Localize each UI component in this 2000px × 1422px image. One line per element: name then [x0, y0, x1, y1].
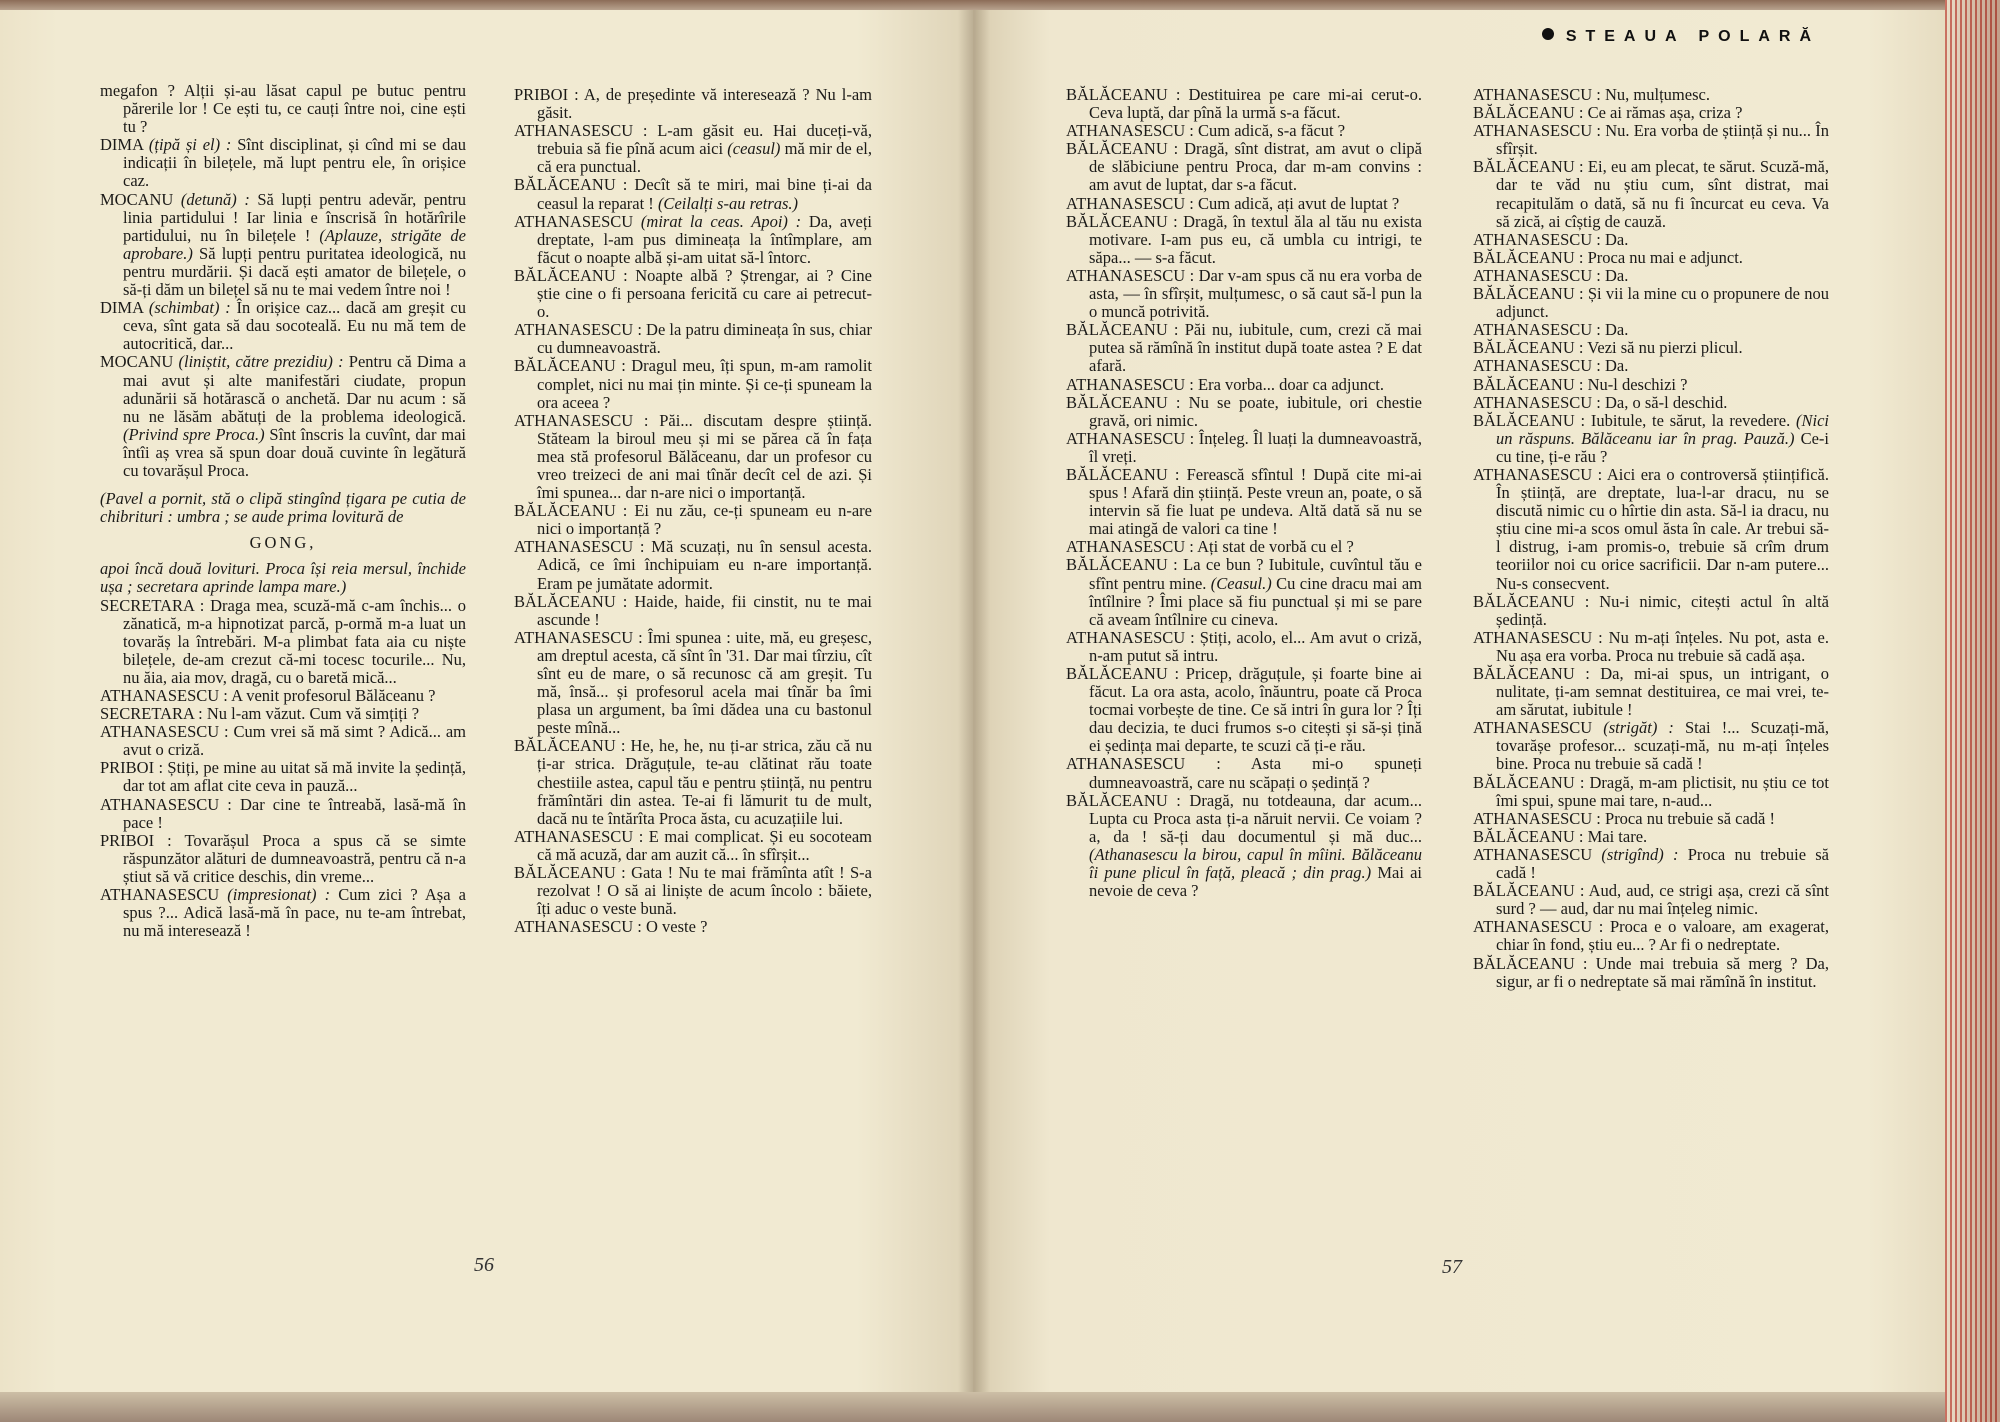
stage-direction: (Pavel a pornit, stă o clipă stingînd țigara pe cutia de chibrituri : umbra ; se aude prima lovitură de: [100, 489, 466, 527]
dialogue-line: BĂLĂCEANU : Și vii la mine cu o propunere de nou adjunct.: [1473, 284, 1829, 322]
book-bottom-edge: [0, 1392, 1945, 1422]
book-page-edges: [1945, 0, 2000, 1422]
dialogue-line: BĂLĂCEANU : He, he, he, nu ți-ar strica, zău că nu ți-ar strica. Drăguțule, te-au clătinat rău toate chestiile astea, capul tău e pentru știință, nu pentru frămîntări din astea. Te-ai fi lămurit tu de mult, dacă nu te întărîta Proca ăsta, cu acuzațiile lui.: [514, 736, 872, 828]
dialogue-line: BĂLĂCEANU : Dragă, sînt distrat, am avut o clipă de slăbiciune pentru Proca, dar m-am convins : am avut de luptat, dar s-a făcut.: [1066, 139, 1422, 195]
dialogue-line: BĂLĂCEANU : Unde mai trebuia să merg ? Da, sigur, ar fi o nedreptate să mai rămînă în institut.: [1473, 953, 1829, 991]
text-column-2: [514, 86, 872, 936]
dialogue-line: ATHANASESCU : Înțeleg. Îl luați la dumneavoastră, îl vreți.: [1066, 428, 1422, 466]
dialogue-line: BĂLĂCEANU : Nu-i nimic, citești actul în altă ședință.: [1473, 591, 1829, 629]
dialogue-line: BĂLĂCEANU : Nu se poate, iubitule, ori chestie gravă, ori nimic.: [1066, 392, 1422, 430]
stage-direction: apoi încă două lovituri. Proca își reia mersul, închide ușa ; secretara aprinde lampa mare.): [100, 559, 466, 597]
dialogue-line: ATHANASESCU (impresionat) : Cum zici ? Așa a spus ?... Adică lasă-mă în pace, nu te-am întrebat, nu mă interesează !: [100, 885, 466, 941]
dialogue-line: ATHANASESCU : Nu, mulțumesc.: [1473, 85, 1710, 104]
dialogue-line: MOCANU (liniștit, către prezidiu) : Pentru că Dima a mai avut și alte manifestări ciudate, propun adunării să hotărască o anchetă. Dar nu acum : să nu ne lăsăm abătuți de la problema ideologică. (Privind spre Proca.) Sînt înscris la cuvînt, dar mai întîi aș vrea să spun doar două cuvinte în legătură cu tovarășul Proca.: [100, 352, 466, 480]
dialogue-line: PRIBOI : Știți, pe mine au uitat să mă invite la ședință, dar tot am aflat cite ceva in pauză...: [100, 758, 466, 796]
dialogue-line: BĂLĂCEANU : Decît să te miri, mai bine ți-ai da ceasul la reparat ! (Ceilalți s-au retras.): [514, 175, 872, 213]
dialogue-line: BĂLĂCEANU : Dragă, în textul ăla al tău nu exista motivare. I-am pus eu, că umbla cu intrigi, te săpa... — s-a făcut.: [1066, 211, 1422, 267]
dialogue-line: BĂLĂCEANU : Haide, haide, fii cinstit, nu te mai ascunde !: [514, 591, 872, 629]
dialogue-line: BĂLĂCEANU : Destituirea pe care mi-ai cerut-o. Ceva luptă, dar pînă la urmă s-a făcut.: [1066, 85, 1422, 123]
dialogue-line: ATHANASESCU : Proca e o valoare, am exagerat, chiar în fond, știu eu... ? Ar fi o nedreptate.: [1473, 917, 1829, 955]
text-column-4: [1473, 86, 1829, 991]
dialogue-line: BĂLĂCEANU : Dragă, nu totdeauna, dar acum... Lupta cu Proca asta ți-a năruit nervii. Ce voiam ? a, da ! să-ți dau documentul și mă duc... (Athanasescu la birou, capul în mîini. Bălăceanu îi pune plicul în față, pleacă ; din prag.) Mai ai nevoie de ceva ?: [1066, 790, 1422, 901]
dialogue-line: ATHANASESCU : Da, o să-l deschid.: [1473, 392, 1728, 412]
dialogue-line: ATHANASESCU : E mai complicat. Și eu socoteam că mă acuză, dar am auzit că... în sfîrșit...: [514, 826, 872, 864]
dialogue-line: ATHANASESCU (mirat la ceas. Apoi) : Da, aveți dreptate, l-am pus dimineața la întîmplare, am făcut o noapte albă și-am uitat să-l întorc.: [514, 211, 872, 267]
dialogue-line: ATHANASESCU : Ați stat de vorbă cu el ?: [1066, 537, 1354, 557]
dialogue-line: BĂLĂCEANU : Aud, aud, ce strigi așa, crezi că sînt surd ? — aud, dar nu mai înțeleg nimic.: [1473, 881, 1829, 919]
dialogue-line: BĂLĂCEANU : Ce ai rămas așa, criza ?: [1473, 103, 1743, 123]
dialogue-line: SECRETARA : Draga mea, scuză-mă c-am închis... o zănatică, m-a hipnotizat parcă, p-ormă m-a luat un tovarăș la întrebări. M-a plimbat fata aia cu niște bilețele, de-am crezut că-mi tocesc tocurile... Nu, nu ăia, aia mov, dragă, cu o baretă mică...: [100, 595, 466, 687]
dialogue-line: ATHANASESCU : Da.: [1473, 320, 1629, 340]
dialogue-line: BĂLĂCEANU : Iubitule, te sărut, la revedere. (Nici un răspuns. Bălăceanu iar în prag. Pauză.) Ce-i cu tine, ți-e rău ?: [1473, 410, 1829, 466]
running-header-title: STEAUA POLARĂ: [1565, 28, 1820, 45]
dialogue-line: BĂLĂCEANU : Ei nu zău, ce-ți spuneam eu n-are nici o importanță ?: [514, 501, 872, 539]
text-column-3: [1066, 86, 1422, 900]
dialogue-line: ATHANASESCU : Da.: [1473, 265, 1629, 285]
dialogue-line: BĂLĂCEANU : Da, mi-ai spus, un intrigant, o nulitate, ți-am semnat destituirea, ce mai vrei, te-am sărutat, iubitule !: [1473, 664, 1829, 720]
dialogue-line: BĂLĂCEANU : Dragă, m-am plictisit, nu știu ce tot îmi spui, spune mai tare, n-aud...: [1473, 772, 1829, 810]
dialogue-line: PRIBOI : A, de președinte vă interesează ? Nu l-am găsit.: [514, 85, 872, 123]
dialogue-line: megafon ? Alții și-au lăsat capul pe butuc pentru părerile lor ! Ce ești tu, ce cauți între noi, cine ești tu ?: [100, 81, 466, 137]
dialogue-line: ATHANASESCU : Îmi spunea : uite, mă, eu greșesc, am dreptul acesta, că sînt în '31. Dar mai tîrziu, cît sînt eu de mare, o să recunosc că am greșit. Tu mă, însă... și profesorul acela mai tînăr ba îmi plasa un argument, ba îmi dădea una cu bastonul peste mînă...: [514, 627, 872, 738]
dialogue-line: ATHANASESCU : Da.: [1473, 229, 1629, 249]
dialogue-line: ATHANASESCU : Proca nu trebuie să cadă !: [1473, 808, 1775, 828]
dialogue-line: ATHANASESCU : Știți, acolo, el... Am avut o criză, n-am putut să intru.: [1066, 627, 1422, 665]
dialogue-line: BĂLĂCEANU : La ce bun ? Iubitule, cuvîntul tău e sfînt pentru mine. (Ceasul.) Cu cine dracu mai am întîlnire ? Îmi place să fiu punctual și mi se pare că aveam întîlnire cu cineva.: [1066, 555, 1423, 629]
dialogue-line: ATHANASESCU : Dar cine te întreabă, lasă-mă în pace !: [100, 794, 466, 832]
dialogue-line: ATHANASESCU : Era vorba... doar ca adjunct.: [1066, 374, 1385, 394]
text-column-1: [100, 82, 466, 940]
dialogue-line: BĂLĂCEANU : Vezi să nu pierzi plicul.: [1473, 338, 1743, 358]
dialogue-line: DIMA (schimbat) : În orișice caz... dacă am greșit cu ceva, sînt gata să dau socoteală. Eu nu mă tem de autocritică, dar...: [100, 298, 466, 354]
dialogue-line: BĂLĂCEANU : Noapte albă ? Ștrengar, ai ? Cine știe cine o fi persoana fericită cu care ai petrecut-o.: [514, 265, 872, 322]
dialogue-line: MOCANU (detună) : Să lupți pentru adevăr, pentru linia partidului ! Iar linia e înscrisă în hotărîrile partidului, nu în bilețele ! (Aplauze, strigăte de aprobare.) Să lupți pentru puritatea ideologică, nu pentru murdării. Și dacă ești amator de bilețele, o să-ți dăm un bilețel să nu te mai vedem între noi !: [100, 189, 466, 300]
dialogue-line: ATHANASESCU : Păi... discutam despre știință. Stăteam la biroul meu și mi se părea că în fața mea stă profesorul Bălăceanu, dar un profesor cu vreo treizeci de ani mai tînăr decît cel de azi. Și îmi spunea... dar n-are nici o importanță.: [514, 410, 872, 503]
dialogue-line: ATHANASESCU : Cum adică, ați avut de luptat ?: [1066, 193, 1400, 213]
running-header: [1542, 28, 1820, 46]
dialogue-line: BĂLĂCEANU : Mai tare.: [1473, 826, 1648, 846]
dialogue-line: ATHANASESCU : Asta mi-o spuneți dumneavoastră, care nu scăpați o ședință ?: [1066, 754, 1422, 792]
dialogue-line: ATHANASESCU (strigăt) : Stai !... Scuzați-mă, tovarășe profesor... scuzați-mă, nu m-ați înțeles bine. Proca nu trebuie să cadă !: [1473, 718, 1829, 774]
dialogue-line: DIMA (țipă și el) : Sînt disciplinat, și cînd mi se dau indicații în bilețele, mă lupt pentru ele, în orișice caz.: [100, 135, 466, 191]
dialogue-line: ATHANASESCU : L-am găsit eu. Hai duceți-vă, trebuia să fie pînă acum aici (ceasul) mă mir de el, că era punctual.: [514, 121, 872, 177]
dialogue-line: ATHANASESCU (strigînd) : Proca nu trebuie să cadă !: [1473, 844, 1829, 883]
dialogue-line: BĂLĂCEANU : Proca nu mai e adjunct.: [1473, 247, 1743, 267]
dialogue-line: ATHANASESCU : O veste ?: [514, 917, 708, 937]
dialogue-line: ATHANASESCU : Cum vrei să mă simt ? Adică... am avut o criză.: [100, 722, 466, 760]
dialogue-line: ATHANASESCU : Nu. Era vorba de știință și nu... În sfîrșit.: [1473, 121, 1829, 159]
dialogue-line: ATHANASESCU : A venit profesorul Bălăceanu ?: [100, 686, 436, 705]
dialogue-line: ATHANASESCU : Aici era o controversă științifică. În știință, are dreptate, lua-l-ar dracu, nu se discută nimic cu o hîrtie din asta. Să-l ia dracu, nu știu cine mi-a scos omul ăsta în cale. Ar trebui să-l distrug, i-am promis-o, trebuie să crîm drum teoriilor noi cu orice sacrificii. Dar n-am putere... Nu-s consecvent.: [1473, 464, 1829, 593]
dialogue-line: BĂLĂCEANU : Dragul meu, îți spun, m-am ramolit complet, nici nu mai țin minte. Și ce-ți spuneam la ora aceea ?: [514, 356, 872, 412]
stage-sound-cue: GONG,: [249, 533, 317, 553]
bullet-icon: [1542, 28, 1554, 40]
dialogue-line: ATHANASESCU : De la patru dimineața în sus, chiar cu dumneavoastră.: [514, 320, 872, 358]
dialogue-line: SECRETARA : Nu l-am văzut. Cum vă simțiți ?: [100, 704, 420, 724]
dialogue-line: PRIBOI : Tovarășul Proca a spus că se simte răspunzător alături de dumneavoastră, pentru că n-a știut să vă critice deschis, din vreme...: [100, 830, 466, 886]
dialogue-line: ATHANASESCU : Cum adică, s-a făcut ?: [1066, 121, 1346, 141]
dialogue-line: BĂLĂCEANU : Păi nu, iubitule, cum, crezi că mai putea să rămînă în institut după toate astea ? E dat afară.: [1066, 320, 1422, 376]
dialogue-line: BĂLĂCEANU : Pricep, drăguțule, și foarte bine ai făcut. La ora asta, acolo, înăuntru, poate că Proca tocmai vorbește de tine. Ce să intri în gura lor ? Îți dau decizia, te duci frumos s-o citești și să-și țină ei ședința mai departe, te scuzi că ți-e rău.: [1066, 664, 1422, 756]
book-gutter: [958, 10, 990, 1412]
dialogue-line: BĂLĂCEANU : Gata ! Nu te mai frămînta atît ! S-a rezolvat ! O să ai liniște de acum încolo : băiete, îți aduc o veste bună.: [514, 863, 872, 919]
page-number-right: 57: [1442, 1256, 1462, 1278]
dialogue-line: ATHANASESCU : Dar v-am spus că nu era vorba de asta, — în sfîrșit, mulțumesc, o să caut să-l pun la o muncă potrivită.: [1066, 265, 1422, 322]
dialogue-line: BĂLĂCEANU : Ferească sfîntul ! După cite mi-ai spus ! Afară din știință. Peste vreun an, poate, o să intervin să fie luat pe undeva. Altă dată să nu se mai atingă de valori ca tine !: [1066, 464, 1422, 539]
dialogue-line: ATHANASESCU : Mă scuzați, nu în sensul acesta. Adică, ce îmi închipuiam eu n-are importanță. Eram pe jumătate adormit.: [514, 537, 872, 593]
dialogue-line: BĂLĂCEANU : Nu-l deschizi ?: [1473, 374, 1688, 394]
dialogue-line: ATHANASESCU : Da.: [1473, 356, 1629, 376]
dialogue-line: BĂLĂCEANU : Ei, eu am plecat, te sărut. Scuză-mă, dar te văd nu știu cum, sînt distrat, mai recapitulăm o dată, să nu fi încurcat eu ceva. Va să zică, ai cîștig de cauză.: [1473, 157, 1829, 231]
dialogue-line: ATHANASESCU : Nu m-ați înțeles. Nu pot, asta e. Nu așa era vorba. Proca nu trebuie să cadă așa.: [1473, 627, 1829, 665]
page-number-left: 56: [474, 1254, 494, 1276]
